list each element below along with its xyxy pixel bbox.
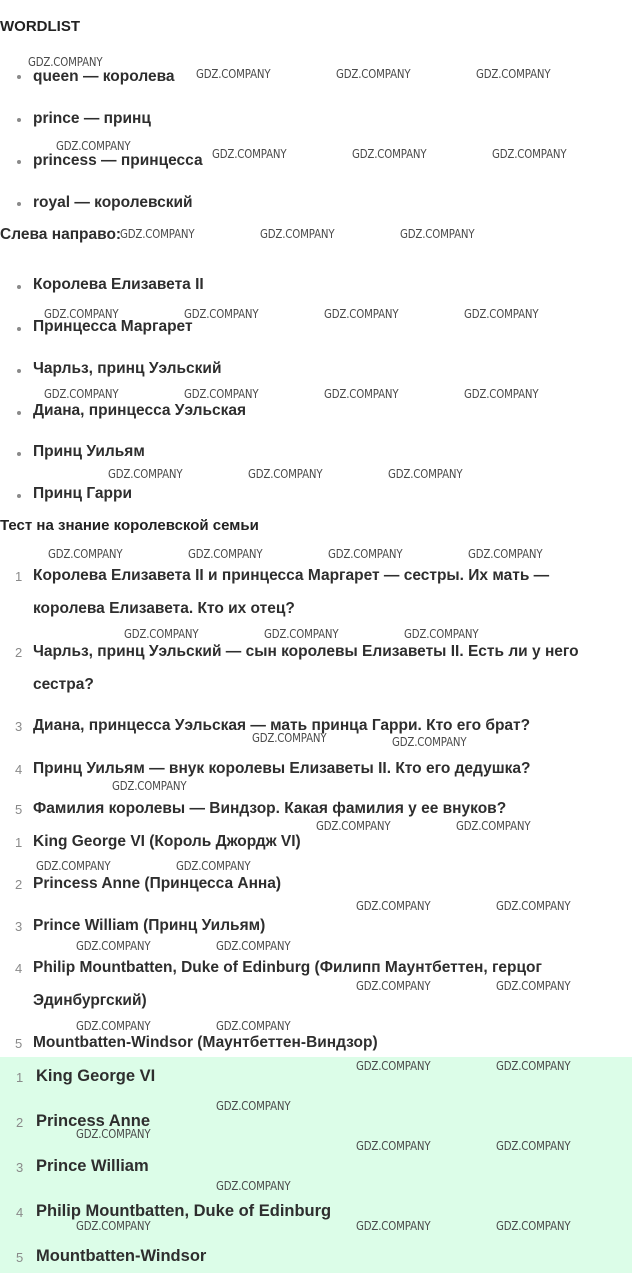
watermark: GDZ.COMPANY [48, 547, 123, 561]
watermark: GDZ.COMPANY [496, 1139, 571, 1153]
ltr-item: Королева Елизавета II [33, 276, 204, 293]
watermark: GDZ.COMPANY [496, 1219, 571, 1233]
watermark: GDZ.COMPANY [184, 387, 259, 401]
translation-line: Эдинбургский) [33, 992, 147, 1009]
watermark: GDZ.COMPANY [316, 819, 391, 833]
watermark: GDZ.COMPANY [352, 147, 427, 161]
translation-line: Philip Mountbatten, Duke of Edinburg (Филипп Маунтбеттен, герцог [33, 959, 542, 976]
watermark: GDZ.COMPANY [28, 55, 103, 69]
answer-text: Prince William [36, 1157, 149, 1175]
watermark: GDZ.COMPANY [120, 227, 195, 241]
watermark: GDZ.COMPANY [356, 899, 431, 913]
watermark: GDZ.COMPANY [264, 627, 339, 641]
translation-number: 2 [15, 877, 23, 892]
watermark: GDZ.COMPANY [496, 1059, 571, 1073]
bullet-icon [17, 411, 21, 415]
watermark: GDZ.COMPANY [328, 547, 403, 561]
answer-number: 3 [16, 1160, 24, 1175]
translation-line: King George VI (Король Джордж VI) [33, 833, 301, 850]
answer-number: 1 [16, 1070, 24, 1085]
bullet-icon [17, 494, 21, 498]
watermark: GDZ.COMPANY [76, 939, 151, 953]
translation-number: 5 [15, 1036, 23, 1051]
answer-text: Philip Mountbatten, Duke of Edinburg [36, 1202, 332, 1220]
quiz-number: 1 [15, 569, 23, 584]
watermark: GDZ.COMPANY [216, 1179, 291, 1193]
watermark: GDZ.COMPANY [356, 1139, 431, 1153]
bullet-icon [17, 369, 21, 373]
quiz-line: Фамилия королевы — Виндзор. Какая фамилия у ее внуков? [33, 800, 507, 817]
wordlist-item: queen — королева [33, 68, 175, 85]
answer-number: 5 [16, 1250, 24, 1265]
watermark: GDZ.COMPANY [36, 859, 111, 873]
watermark: GDZ.COMPANY [456, 819, 531, 833]
ltr-item: Чарльз, принц Уэльский [33, 360, 222, 377]
translation-line: Prince William (Принц Уильям) [33, 917, 266, 934]
watermark: GDZ.COMPANY [252, 731, 327, 745]
watermark: GDZ.COMPANY [476, 67, 551, 81]
watermark: GDZ.COMPANY [112, 779, 187, 793]
watermark: GDZ.COMPANY [44, 387, 119, 401]
quiz-line: королева Елизавета. Кто их отец? [33, 600, 295, 617]
watermark: GDZ.COMPANY [248, 467, 323, 481]
translation-line: Princess Anne (Принцесса Анна) [33, 875, 282, 892]
answer-text: King George VI [36, 1067, 156, 1085]
wordlist-item: princess — принцесса [33, 152, 203, 169]
bullet-icon [17, 75, 21, 79]
watermark: GDZ.COMPANY [108, 467, 183, 481]
watermark: GDZ.COMPANY [336, 67, 411, 81]
ltr-item: Принц Гарри [33, 485, 133, 502]
bullet-icon [17, 118, 21, 122]
ltr-item: Диана, принцесса Уэльская [33, 402, 247, 419]
watermark: GDZ.COMPANY [356, 1219, 431, 1233]
quiz-number: 2 [15, 645, 23, 660]
watermark: GDZ.COMPANY [356, 1059, 431, 1073]
watermark: GDZ.COMPANY [212, 147, 287, 161]
quiz-number: 4 [15, 762, 23, 777]
quiz-line: Чарльз, принц Уэльский — сын королевы Елизаветы II. Есть ли у него [33, 643, 579, 660]
watermark: GDZ.COMPANY [216, 939, 291, 953]
bullet-icon [17, 452, 21, 456]
quiz-line: Диана, принцесса Уэльская — мать принца Гарри. Кто его брат? [33, 717, 531, 734]
ltr-item: Принцесса Маргарет [33, 318, 193, 335]
wordlist-item: prince — принц [33, 110, 151, 127]
watermark: GDZ.COMPANY [404, 627, 479, 641]
ltr-item: Принц Уильям [33, 443, 145, 460]
watermark: GDZ.COMPANY [496, 899, 571, 913]
answer-number: 4 [16, 1205, 24, 1220]
watermark: GDZ.COMPANY [464, 387, 539, 401]
quiz-number: 5 [15, 802, 23, 817]
ltr-heading: Слева направо: [0, 226, 122, 243]
watermark: GDZ.COMPANY [76, 1219, 151, 1233]
quiz-line: Принц Уильям — внук королевы Елизаветы II. Кто его дедушка? [33, 760, 531, 777]
watermark: GDZ.COMPANY [76, 1019, 151, 1033]
wordlist-heading: WORDLIST [0, 18, 80, 35]
watermark: GDZ.COMPANY [124, 627, 199, 641]
quiz-line: Королева Елизавета II и принцесса Маргарет — сестры. Их мать — [33, 567, 550, 584]
bullet-icon [17, 285, 21, 289]
bullet-icon [17, 202, 21, 206]
watermark: GDZ.COMPANY [216, 1099, 291, 1113]
watermark: GDZ.COMPANY [392, 735, 467, 749]
translation-line: Mountbatten-Windsor (Маунтбеттен-Виндзор) [33, 1034, 378, 1051]
bullet-icon [17, 327, 21, 331]
watermark: GDZ.COMPANY [464, 307, 539, 321]
watermark: GDZ.COMPANY [260, 227, 335, 241]
quiz-heading: Тест на знание королевской семьи [0, 517, 259, 534]
watermark: GDZ.COMPANY [324, 387, 399, 401]
watermark: GDZ.COMPANY [468, 547, 543, 561]
watermark: GDZ.COMPANY [356, 979, 431, 993]
wordlist-item: royal — королевский [33, 194, 193, 211]
answer-text: Princess Anne [36, 1112, 151, 1130]
watermark: GDZ.COMPANY [176, 859, 251, 873]
watermark: GDZ.COMPANY [400, 227, 475, 241]
watermark: GDZ.COMPANY [388, 467, 463, 481]
watermark: GDZ.COMPANY [188, 547, 263, 561]
answer-text: Mountbatten-Windsor [36, 1247, 207, 1265]
watermark: GDZ.COMPANY [76, 1127, 151, 1141]
bullet-icon [17, 160, 21, 164]
watermark: GDZ.COMPANY [492, 147, 567, 161]
watermark: GDZ.COMPANY [496, 979, 571, 993]
translation-number: 1 [15, 835, 23, 850]
translation-number: 4 [15, 961, 23, 976]
quiz-number: 3 [15, 719, 23, 734]
translation-number: 3 [15, 919, 23, 934]
watermark: GDZ.COMPANY [324, 307, 399, 321]
answer-number: 2 [16, 1115, 24, 1130]
quiz-line: сестра? [33, 676, 94, 693]
watermark: GDZ.COMPANY [56, 139, 131, 153]
watermark: GDZ.COMPANY [196, 67, 271, 81]
watermark: GDZ.COMPANY [184, 307, 259, 321]
watermark: GDZ.COMPANY [44, 307, 119, 321]
watermark: GDZ.COMPANY [216, 1019, 291, 1033]
